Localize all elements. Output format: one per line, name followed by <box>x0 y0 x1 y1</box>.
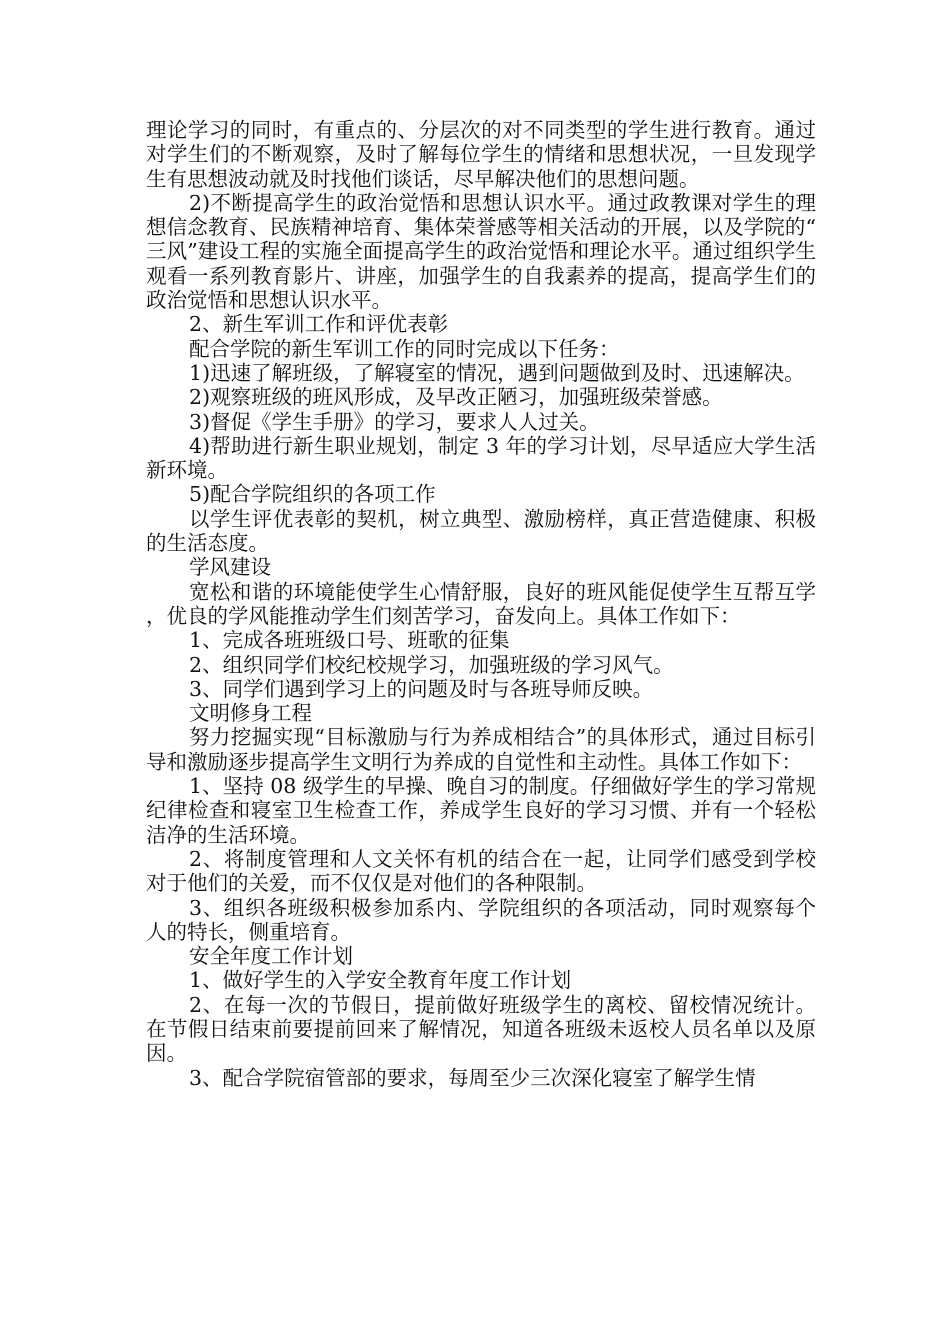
paragraph: 2、新生军训工作和评优表彰 <box>189 312 449 337</box>
document-body <box>146 118 816 1090</box>
paragraph: 文明修身工程 <box>189 701 313 726</box>
paragraph: 2)不断提高学生的政治觉悟和思想认识水平。通过政教课对学生的理想信念教育、民族精神培育、集体荣誉感等相关活动的开展，以及学院的“三风”建设工程的实施全面提高学生的政治觉悟和理论水平。通过组织学生观看一系列教育影片、讲座，加强学生的自我素养的提高，提高学生们的政治觉悟和思想认识水平。 <box>146 190 816 313</box>
paragraph: 理论学习的同时，有重点的、分层次的对不同类型的学生进行教育。通过对学生们的不断观察，及时了解每位学生的情绪和思想状况，一旦发现学生有思想波动就及时找他们谈话，尽早解决他们的思想问题。 <box>146 118 816 191</box>
paragraph: 2、将制度管理和人文关怀有机的结合在一起，让同学们感受到学校对于他们的关爱，而不仅仅是对他们的各种限制。 <box>146 846 816 896</box>
paragraph: 2、组织同学们校纪校规学习，加强班级的学习风气。 <box>189 652 674 677</box>
paragraph: 1、做好学生的入学安全教育年度工作计划 <box>189 968 572 993</box>
paragraph: 3、组织各班级积极参加系内、学院组织的各项活动，同时观察每个人的特长，侧重培育。 <box>146 895 816 944</box>
paragraph: 宽松和谐的环境能使学生心情舒服，良好的班风能促使学生互帮互学，优良的学风能推动学生们刻苦学习，奋发向上。具体工作如下： <box>146 579 816 628</box>
paragraph: 3、同学们遇到学习上的问题及时与各班导师反映。 <box>189 676 654 701</box>
paragraph: 安全年度工作计划 <box>189 944 354 969</box>
paragraph: 以学生评优表彰的契机，树立典型、激励榜样，真正营造健康、积极的生活态度。 <box>146 506 816 556</box>
paragraph: 1、坚持 08 级学生的早操、晚自习的制度。仔细做好学生的学习常规纪律检查和寝室卫生检查工作，养成学生良好的学习习惯、并有一个轻松洁净的生活环境。 <box>146 774 816 847</box>
paragraph: 1、完成各班班级口号、班歌的征集 <box>189 628 510 653</box>
paragraph: 配合学院的新生军训工作的同时完成以下任务： <box>189 336 620 361</box>
paragraph: 学风建设 <box>189 555 272 580</box>
paragraph: 1)迅速了解班级，了解寝室的情况，遇到问题做到及时、迅速解决。 <box>189 360 805 385</box>
paragraph: 3、配合学院宿管部的要求，每周至少三次深化寝室了解学生情 <box>189 1065 756 1090</box>
paragraph: 努力挖掘实现“目标激励与行为养成相结合”的具体形式，通过目标引导和激励逐步提高学生文明行为养成的自觉性和主动性。具体工作如下： <box>146 725 816 774</box>
paragraph: 3)督促《学生手册》的学习，要求人人过关。 <box>189 409 600 434</box>
paragraph: 2)观察班级的班风形成，及早改正陋习，加强班级荣誉感。 <box>189 385 723 410</box>
paragraph: 2、在每一次的节假日，提前做好班级学生的离校、留校情况统计。在节假日结束前要提前回来了解情况，知道各班级未返校人员名单以及原因。 <box>146 992 816 1066</box>
paragraph: 5)配合学院组织的各项工作 <box>189 482 436 507</box>
paragraph: 4)帮助进行新生职业规划，制定 3 年的学习计划，尽早适应大学生活新环境。 <box>146 433 816 483</box>
